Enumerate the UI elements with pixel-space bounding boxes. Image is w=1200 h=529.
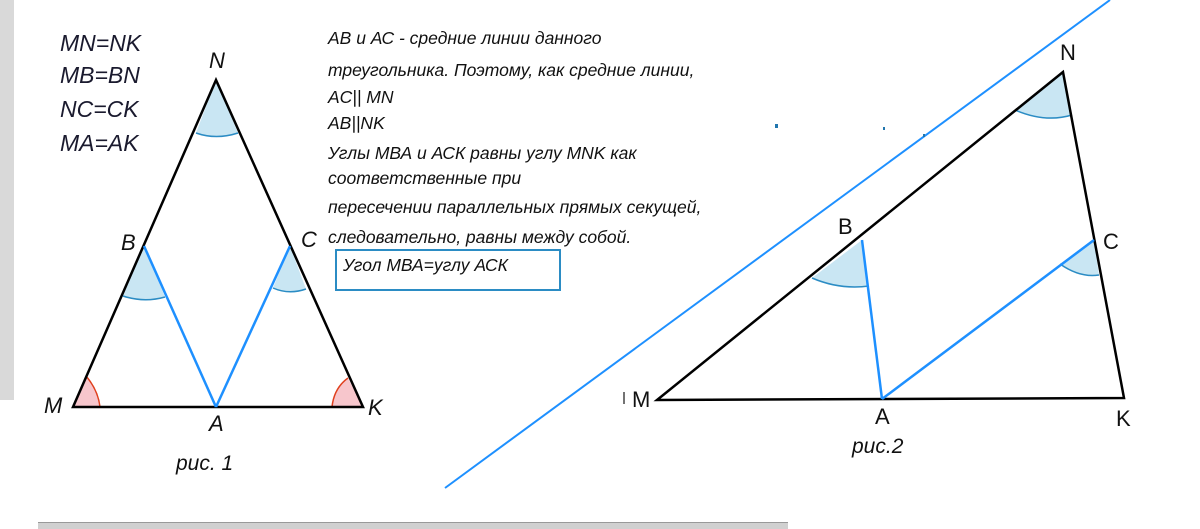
equality-2: MB=BN bbox=[60, 62, 140, 88]
conclusion-text: Угол МВА=углу АСК bbox=[343, 255, 508, 275]
fig2-midline-ba bbox=[862, 240, 882, 399]
explanation-line-1: АВ и АС - средние линии данного bbox=[328, 28, 602, 48]
fig1-label-m: M bbox=[44, 393, 63, 418]
fig1-label-n: N bbox=[209, 48, 225, 73]
equality-4: MA=AK bbox=[60, 130, 139, 156]
explanation-line-4: AB||NK bbox=[328, 113, 385, 133]
fig1-caption: рис. 1 bbox=[176, 452, 234, 475]
stray-dot bbox=[775, 124, 778, 128]
equality-3: NC=CK bbox=[60, 96, 139, 122]
explanation-line-7: пересечении параллельных прямых секущей, bbox=[328, 197, 702, 217]
fig1-midline-ba bbox=[144, 246, 216, 407]
explanation-line-2: треугольника. Поэтому, как средние линии, bbox=[328, 60, 695, 80]
explanation-line-8: следовательно, равны между собой. bbox=[328, 227, 632, 247]
fig2-angle-b bbox=[812, 240, 869, 287]
fig2-label-a: A bbox=[875, 404, 890, 429]
equality-1: MN=NK bbox=[60, 30, 142, 56]
fig1-midline-ca bbox=[216, 246, 290, 407]
fig2-angle-c bbox=[1060, 240, 1099, 276]
fig2-label-n: N bbox=[1060, 40, 1076, 65]
fig1-label-k: K bbox=[368, 395, 383, 420]
fig1-label-c: C bbox=[301, 227, 317, 252]
fig2-triangle bbox=[657, 72, 1124, 400]
stray-dot bbox=[923, 134, 925, 137]
bottom-border-strip bbox=[38, 522, 788, 529]
fig2-caption: рис.2 bbox=[852, 435, 904, 458]
explanation-line-5: Углы МВА и АСК равны углу MNK как bbox=[328, 143, 637, 163]
stray-dot bbox=[883, 127, 885, 130]
fig2-midline-ac bbox=[882, 240, 1094, 399]
fig1-label-b: B bbox=[121, 230, 136, 255]
fig1-label-a: A bbox=[209, 411, 224, 436]
fig2-label-c: C bbox=[1103, 229, 1119, 254]
explanation-line-6: соответственные при bbox=[328, 168, 522, 188]
fig2-label-k: K bbox=[1116, 406, 1131, 431]
explanation-line-3: AC|| MN bbox=[328, 87, 394, 107]
fig2-label-m: M bbox=[632, 387, 651, 412]
fig2-label-b: B bbox=[838, 214, 853, 239]
